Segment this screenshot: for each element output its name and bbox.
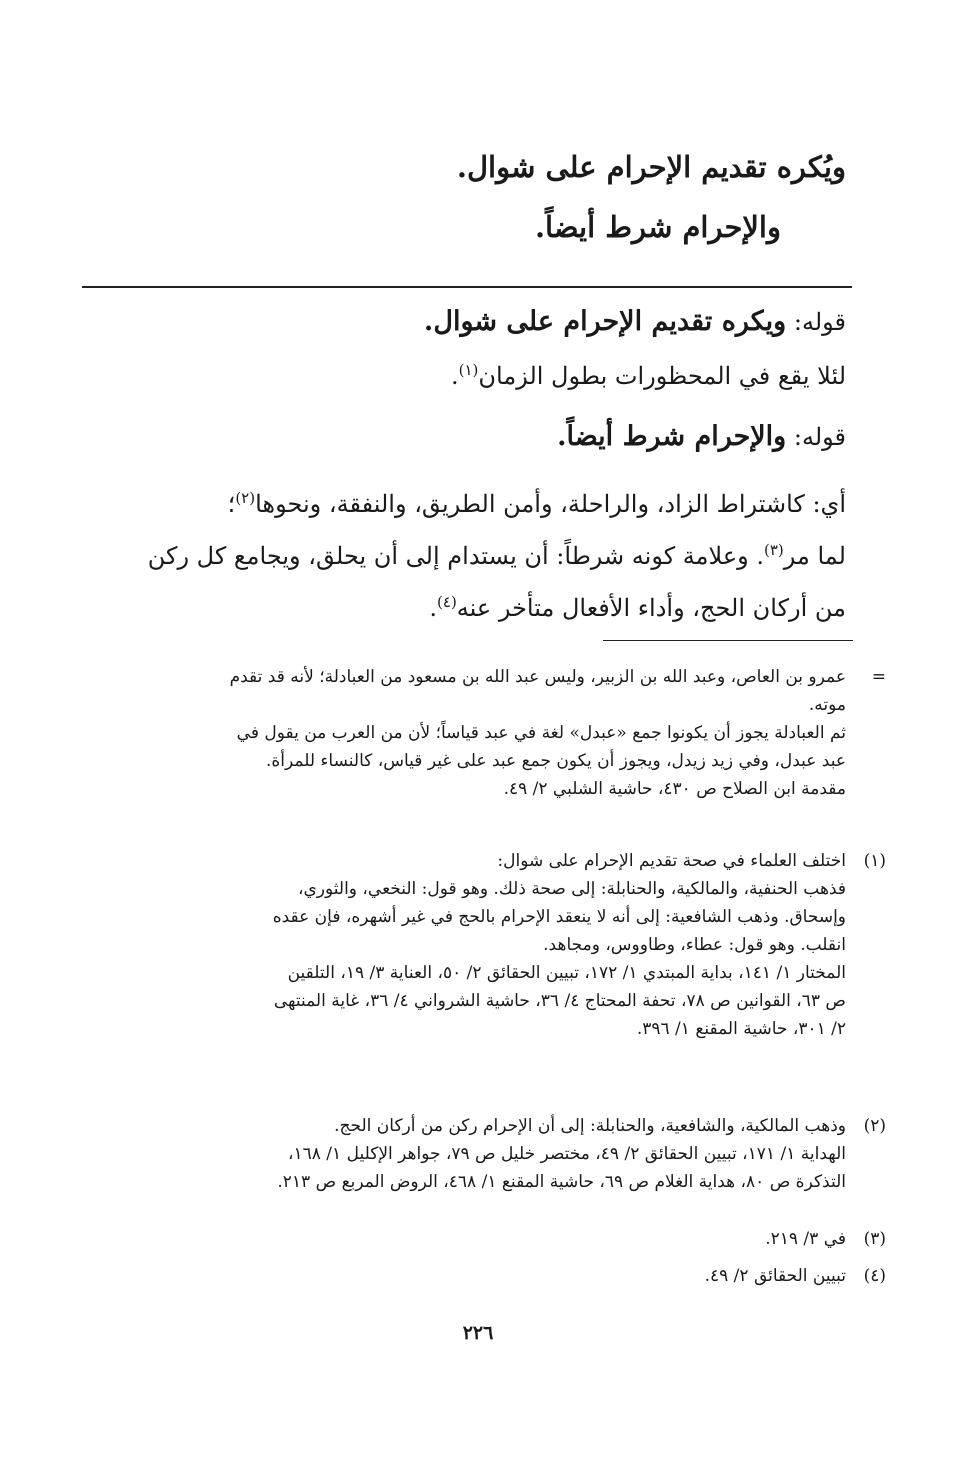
- footnote-ref-3[interactable]: (٣): [763, 541, 784, 559]
- footnote-number: (١): [863, 851, 886, 871]
- footnote-number: (٢): [863, 1116, 886, 1136]
- matn-line-2: والإحرام شرط أيضاً.: [534, 210, 781, 244]
- continuation-mark: =: [871, 667, 886, 687]
- quote-label: قوله:: [793, 423, 846, 451]
- footnote-2: (٢) وذهب المالكية، والشافعية، والحنابلة: إلى أن الإحرام ركن من أركان الحج. الهداية ١/ ١٧١، تبيين الحقائق ٢/ ٤٩، مختصر خليل ص ٧٩، جواهر الإكليل ١/ ١٦٨، التذكرة ص ٨٠، هداية الغلام ص ٦٩، حاشية المقنع ١/ ٤٦٨، الروض المربع ص ٢١٣.: [82, 1112, 846, 1196]
- matn-line-1: ويُكره تقديم الإحرام على شوال.: [456, 150, 846, 184]
- footnote-number: (٣): [863, 1229, 886, 1249]
- footnote-ref-4[interactable]: (٤): [437, 593, 457, 611]
- footnote-ref-1[interactable]: (١): [458, 361, 479, 379]
- commentary-explanation-1: لئلا يقع في المحظورات بطول الزمان$^{(١)}$.: [450, 361, 846, 390]
- footnote-3: (٣) في ٣/ ٢١٩.: [82, 1225, 846, 1253]
- quote-label: قوله:: [793, 308, 846, 336]
- commentary-quote-1: [86, 303, 846, 341]
- paragraph-line: من أركان الحج، وأداء الأفعال متأخر عنه$^{(٤)}$.: [429, 593, 846, 622]
- main-divider: [82, 286, 852, 288]
- footnote-ref-2[interactable]: (٢): [235, 489, 256, 507]
- commentary-quote-2: [86, 418, 846, 456]
- footnote-4: (٤) تبيين الحقائق ٢/ ٤٩.: [82, 1262, 846, 1290]
- explanation-text: لئلا يقع في المحظورات بطول الزمان: [478, 362, 846, 390]
- paragraph-line: لما مر$^{(٣)}$. وعلامة كونه شرطاً: أن يستدام إلى أن يحلق، ويجامع كل ركن: [147, 541, 846, 570]
- page-number: ٢٢٦: [462, 1322, 494, 1344]
- footnote-divider: [603, 640, 853, 641]
- quote-text: ويكره تقديم الإحرام على شوال.: [423, 306, 787, 337]
- footnote-number: (٤): [863, 1266, 886, 1286]
- quote-text: والإحرام شرط أيضاً.: [557, 421, 787, 452]
- commentary-paragraph: [82, 475, 846, 631]
- footnote-continuation: = عمرو بن العاص، وعبد الله بن الزبير، وليس عبد الله بن مسعود من العبادلة؛ لأنه قد تقدم موته. ثم العبادلة يجوز أن يكونوا جمع «عبدل» لغة في عبد قياساً؛ لأن من العرب من يقول في عبد عبدل، وفي زيد زيدل، ويجوز أن يكون جمع عبد على غير قياس، كالنساء للمرأة. مقدمة ابن الصلاح ص ٤٣٠، حاشية الشلبي ٢/ ٤٩.: [82, 663, 846, 803]
- footnote-1: (١) اختلف العلماء في صحة تقديم الإحرام على شوال: فذهب الحنفية، والمالكية، والحنابلة: إلى صحة ذلك. وهو قول: النخعي، والثوري، وإسحاق. وذهب الشافعية: إلى أنه لا ينعقد الإحرام بالحج في غير أشهره، فإن عقده انقلب. وهو قول: عطاء، وطاووس، ومجاهد. المختار ١/ ١٤١، بداية المبتدي ١/ ١٧٢، تبيين الحقائق ٢/ ٥٠، العناية ٣/ ١٩، التلقين ص ٦٣، القوانين ص ٧٨، تحفة المحتاج ٤/ ٣٦، حاشية الشرواني ٤/ ٣٦، غاية المنتهى ٢/ ٣٠١، حاشية المقنع ١/ ٣٩٦.: [82, 847, 846, 1043]
- paragraph-line: أي: كاشتراط الزاد، والراحلة، وأمن الطريق، والنفقة، ونحوها$^{(٢)}$؛: [227, 489, 846, 518]
